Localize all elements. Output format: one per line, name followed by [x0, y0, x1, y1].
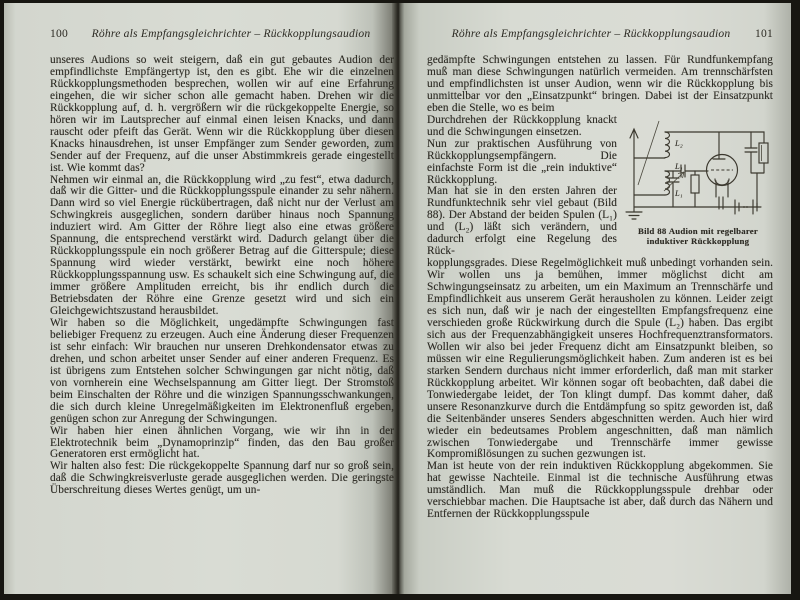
- body-text-right: [427, 55, 773, 521]
- coil-label-l2: L₂: [675, 137, 683, 148]
- paragraph: Wir halten also fest: Die rückgekoppelte Spannung darf nur so groß sein, daß die Schwingkreisverluste gerade ausgeglichen werden. Die geringste Überschreitung dieses Wertes genügt, um un-: [50, 460, 394, 497]
- paragraph: unseres Audions so weit steigern, daß ein gut gebautes Audion der empfindlichste Empfängertyp ist, den es gibt. Ehe wir die einzelnen Rückkopplungsmethoden besprechen, wollen wir auf eine Erfahrung eingehen, die wir sicher schon alle gemacht haben. Drehen wir die Rückkopplung auf, d. h. vergrößern wir die rückgekoppelte Energie, so hören wir im Lautsprecher auf einmal einen leisen Knacks, und dann rauscht oder pfeift das Gerät. Wenn wir die Rückkopplung über diesen Knacks hinausdrehen, ist unser Empfänger zum Sender geworden, zum Sender auf der Frequenz, auf die unser Abstimmkreis gerade eingestellt ist. Wie kommt das?: [50, 54, 394, 174]
- page-number-left: 100: [50, 27, 68, 40]
- paragraph: Man hat sie in den ersten Jahren der Rundfunktechnik sehr viel gebaut (Bild 88). Der Abstand der beiden Spulen (L₁) und (L₂) läßt sich verändern, und dadurch erfolgt eine Regelung des Rück-: [427, 185, 617, 258]
- page-number-right: 101: [755, 27, 773, 40]
- running-title-right: Röhre als Empfangsgleichrichter – Rückkopplungsaudion: [451, 27, 731, 40]
- coil-l2: [665, 132, 670, 158]
- phones: [759, 143, 768, 163]
- tube-cathode: [715, 179, 729, 197]
- running-head-right: [427, 27, 773, 40]
- grid-leak-resistor: [691, 175, 699, 193]
- tube-anode: [713, 155, 725, 159]
- page-left: [4, 3, 392, 594]
- lead-in-wire: [638, 121, 659, 185]
- coil-l1: [665, 171, 670, 195]
- paragraph: Man ist heute von der rein induktiven Rückkopplung abgekommen. Sie hat gewisse Nachteile. Einmal ist die technische Ausführung etwas umständlich. Man muß die Rückkopplungsspule drehbar oder verschiebbar machen. Die Hauptsache ist aber, daß durch das Nähern und Entfernen der Rückkopplungsspule: [427, 460, 773, 521]
- paragraph: Nehmen wir einmal an, die Rückkopplung wird „zu fest“, etwa dadurch, daß wir die Gitter- und die Rückkopplungsspule einander zu sehr nähern. Dann wird so viel Energie rückübertragen, daß nicht nur der Verlust am Schwingkreis ausgeglichen, sondern darüber hinaus noch Spannung induziert wird. Am Gitter der Röhre liegt also eine etwas größere Spannung, die entsprechend verstärkt wird. Dadurch gelangt über die Rückkopplungsspule ein noch größerer Betrag auf die Gitterspule; diese Spannung wird wieder verstärkt, bewirkt eine noch höhere Rückkopplungsspannung usw. Es schaukelt sich eine Schwingung auf, die immer größere Amplituden erreicht, bis ihr endlich durch die Betriebsdaten der Röhre eine Grenze gesetzt wird und sich ein Gleichgewichtszustand herausbildet.: [50, 173, 394, 318]
- paragraph: kopplungsgrades. Diese Regelmöglichkeit muß unbedingt vorhanden sein. Wir wollen uns ja bemühen, immer möglichst dicht am Schwingungseinsatz zu arbeiten, um ein Maximum an Trennschärfe und Empfindlichkeit aus unserem Gerät herausholen zu können. Leider zeigt es sich nun, daß wir je nach der eingestellten Empfangsfrequenz eine verschieden große Rückwirkung durch die Spule (L₂) haben. Das ergibt sich aus der Frequenzabhängigkeit unseres Hochfrequenztransformators. Wollen wir also bei jeder Frequenz dicht am Einsatzpunkt bleiben, so müssen wir eine Regulierungsmöglichkeit haben. Zum anderen ist es bei starken Sendern durchaus nicht immer erforderlich, daß man mit starker Rückkopplung arbeitet. Wir können sogar oft beobachten, daß dabei die Tonwiedergabe leidet, der Ton klingt dumpf. Das kommt daher, daß unsere Resonanzkurve durch die Entdämpfung so spitz geworden ist, daß die Seitenbänder unseres Senders abgeschnitten werden. Auch hier wird wieder ein bedeutsames Problem angeschnitten, daß man nämlich zwischen Tonwiedergabe und Trennschärfe immer gewisse Kompromißlösungen zu suchen gezwungen ist.: [427, 257, 773, 461]
- coil-label-l1: L₁: [675, 160, 683, 171]
- book-spread: [4, 3, 791, 594]
- figure-wrap-section: [427, 115, 773, 521]
- paragraph: Wir haben so die Möglichkeit, ungedämpfte Schwingungen fast beliebiger Frequenz zu erzeugen. Auch eine Änderung dieser Frequenzen ist sehr einfach: Wir brauchen nur unseren Drehkondensator etwas zu drehen, und schon arbeitet unser Sender auf einer anderen Frequenz. Es ist übrigens zum Entstehen solcher Schwingungen gar nicht nötig, daß von vornherein eine Wechselspannung am Gitter liegt. Der Stromstoß beim Einschalten der Röhre und die winzigen Spannungsschwankungen, die sich durch kleine Unregelmäßigkeiten im Elektronenfluß ergeben, genügen schon zur Anregung der Schwingungen.: [50, 316, 394, 425]
- ground-icon: [626, 212, 642, 219]
- body-text-left: [50, 55, 394, 497]
- paragraph: Durchdrehen der Rückkopplung knackt und die Schwingungen einsetzen.: [427, 113, 617, 138]
- paragraph: gedämpfte Schwingungen entstehen zu lassen. Für Rundfunkempfang muß man diese Schwingungen natürlich vermeiden. Am trennschärfsten und empfindlichsten ist unser Audion, wenn wir die Rückkopplung bis unmittelbar vor den „Einsatzpunkt“ bringen. Dabei ist der Einsatzpunkt eben die Stelle, wo es beim: [427, 54, 773, 114]
- circuit-wires: [634, 132, 751, 195]
- figure-bild-88: [623, 117, 773, 247]
- running-head-left: [50, 27, 394, 40]
- battery-dot: [743, 206, 745, 208]
- coil-label-l1-b: L₁: [675, 187, 683, 198]
- paragraph: Wir haben hier einen ähnlichen Vorgang, wie wir ihn in der Elektrotechnik beim „Dynamoprinzip“ finden, das den Bau großer Generatoren erst ermöglicht hat.: [50, 424, 394, 461]
- figure-caption-line2: induktiver Rückkopplung: [646, 236, 750, 247]
- paragraph: Nun zur praktischen Ausführung von Rückkopplungsempfängern. Die einfachste Form ist die „rein induktive“ Rückkopplung.: [427, 137, 617, 186]
- figure-caption: [623, 226, 773, 247]
- running-title-left: Röhre als Empfangsgleichrichter – Rückkopplungsaudion: [91, 27, 371, 40]
- battery-dot: [746, 206, 748, 208]
- page-right: [404, 3, 791, 594]
- figure-caption-line1: Bild 88 Audion mit regelbarer: [638, 225, 758, 236]
- circuit-schematic-audion: [623, 117, 773, 223]
